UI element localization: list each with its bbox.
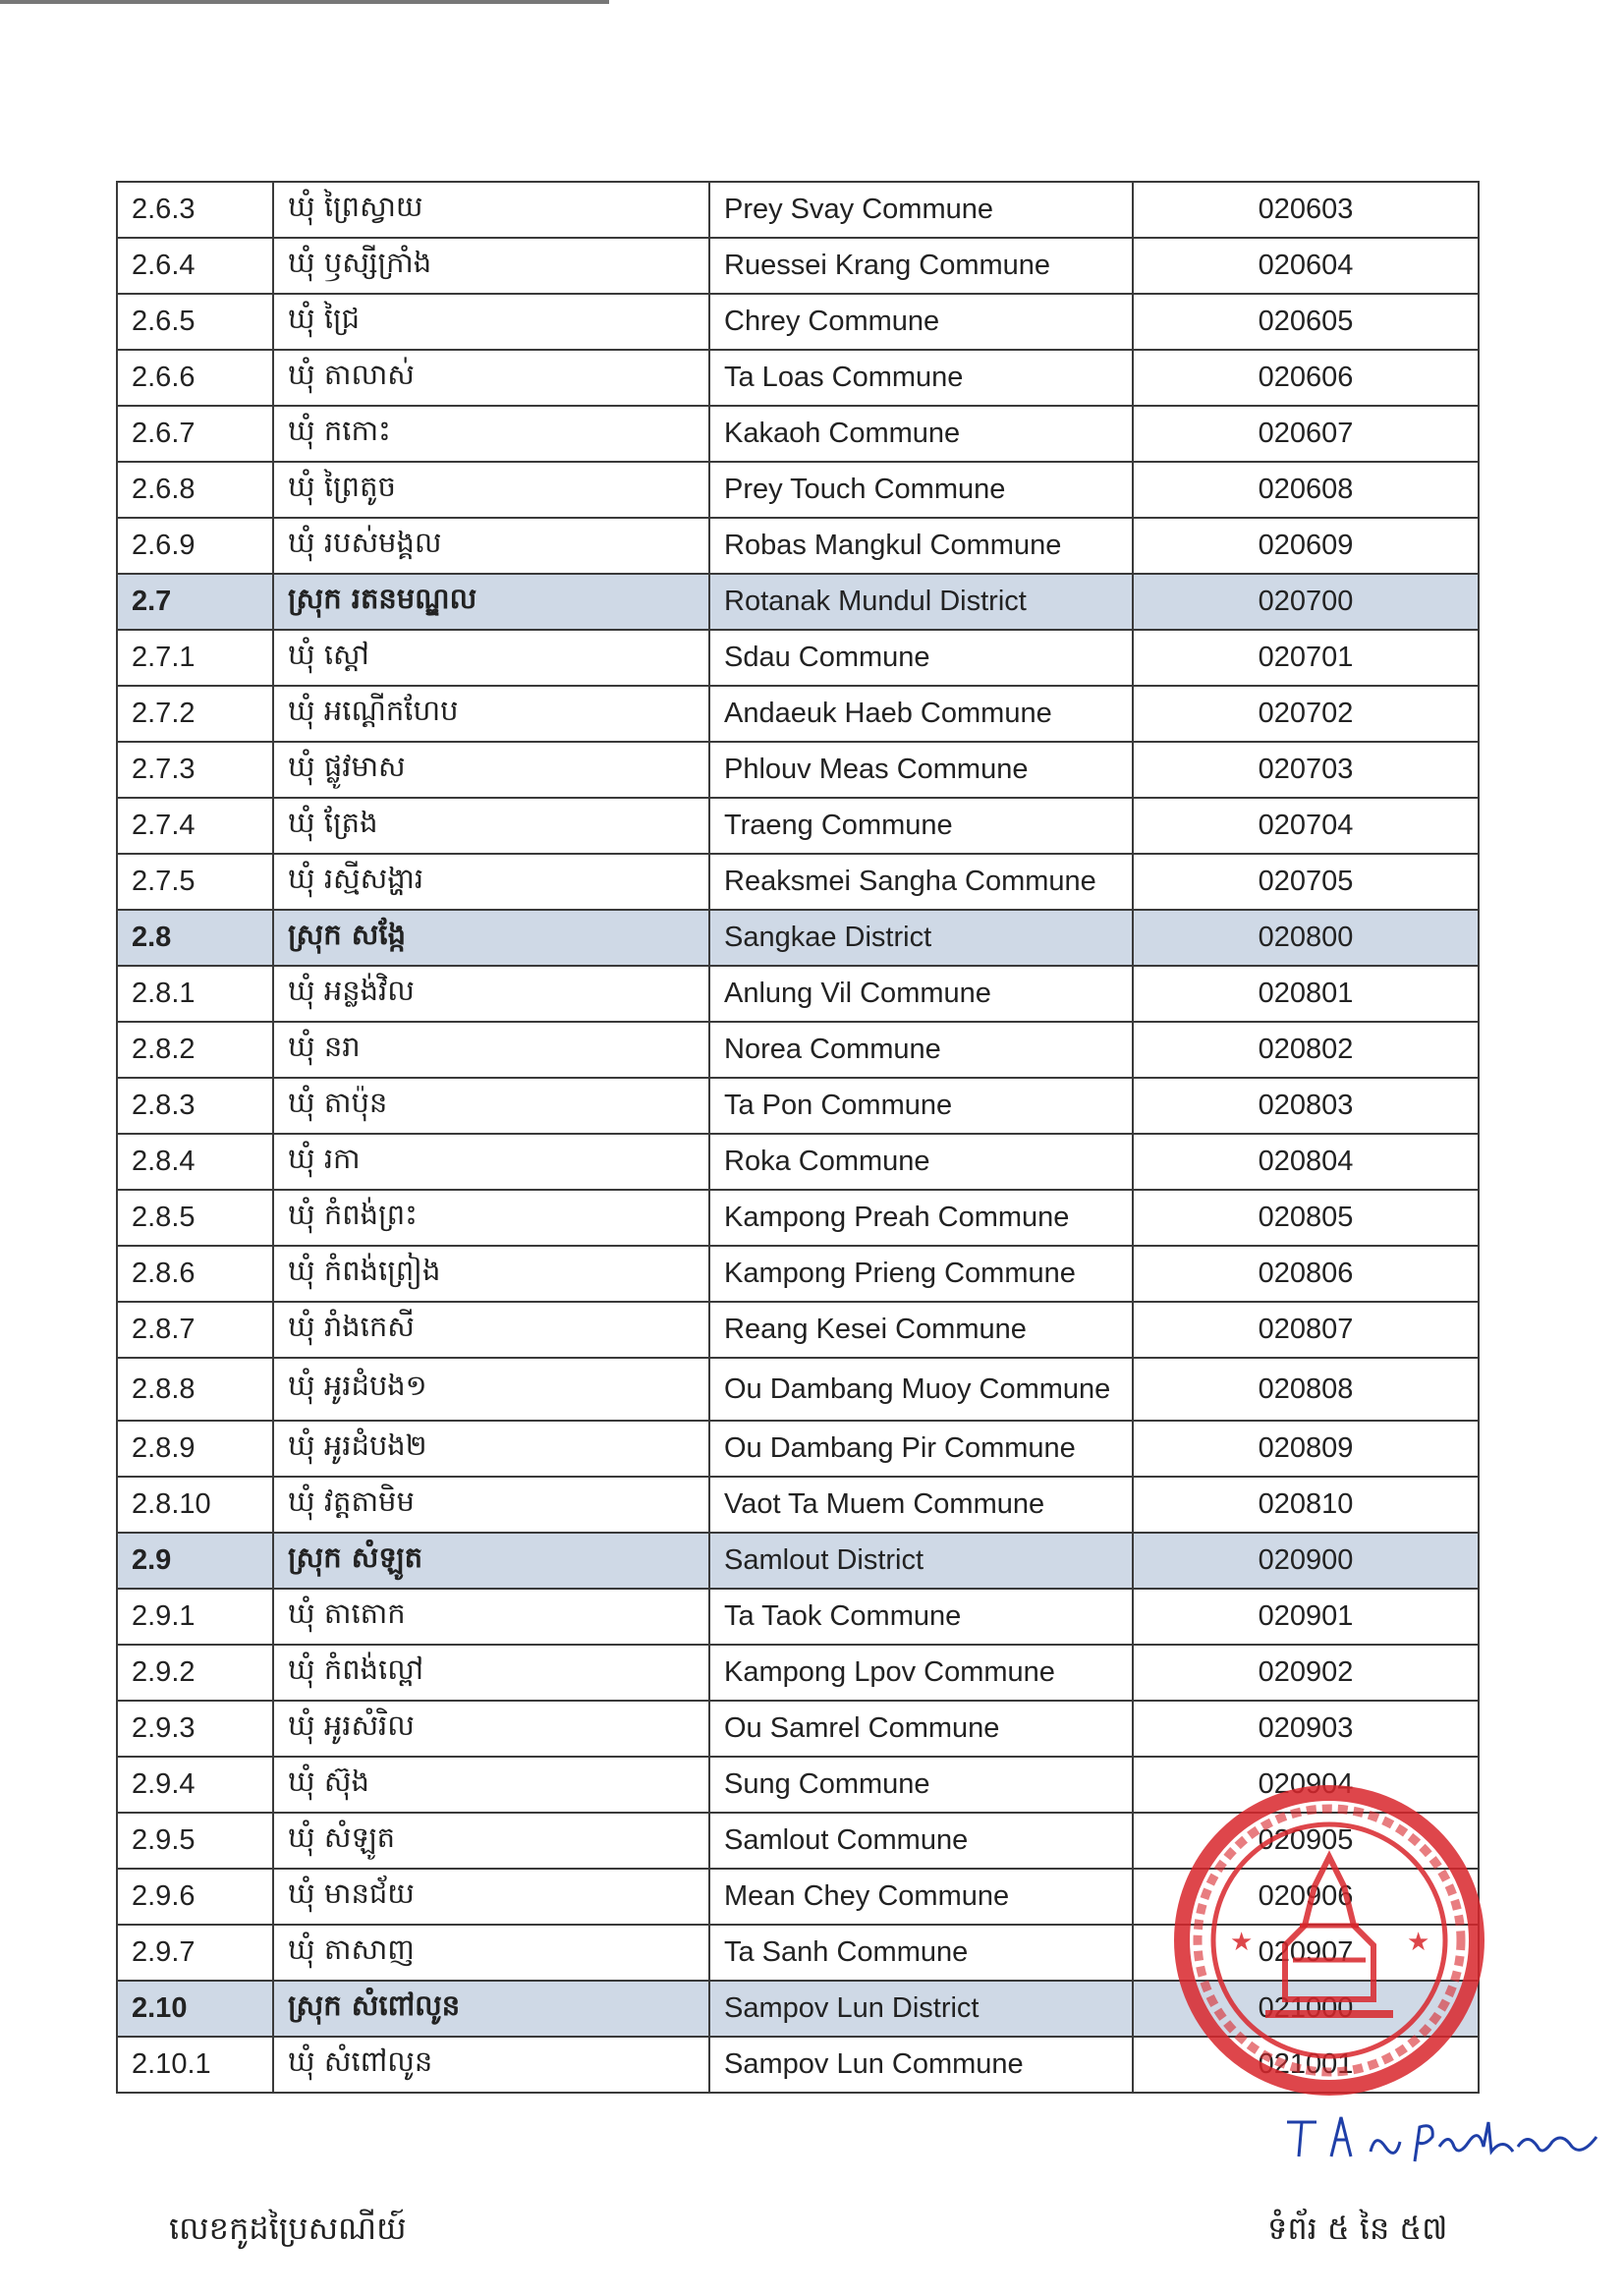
postal-code-cell: 020904 — [1133, 1757, 1479, 1813]
row-number-cell: 2.6.9 — [117, 518, 273, 574]
english-name-cell: Ou Dambang Muoy Commune — [709, 1358, 1133, 1421]
commune-row — [117, 1134, 1479, 1190]
handwritten-signature — [1277, 2102, 1601, 2171]
english-name-cell: Prey Touch Commune — [709, 462, 1133, 518]
row-number-cell: 2.6.7 — [117, 406, 273, 462]
row-number-cell: 2.9.4 — [117, 1757, 273, 1813]
footer-document-title: លេខកូដប្រៃសណីយ៍ — [169, 2210, 407, 2247]
row-number-cell: 2.6.5 — [117, 294, 273, 350]
row-number-cell: 2.9.5 — [117, 1813, 273, 1869]
commune-row — [117, 1645, 1479, 1701]
english-name-cell: Ou Samrel Commune — [709, 1701, 1133, 1757]
khmer-name-cell: ឃុំ តាប៉ុន — [273, 1078, 709, 1134]
postal-code-cell: 020705 — [1133, 854, 1479, 910]
row-number-cell: 2.7 — [117, 574, 273, 630]
khmer-name-cell: ឃុំ វត្តតាមិម — [273, 1477, 709, 1533]
row-number-cell: 2.9.6 — [117, 1869, 273, 1925]
postal-code-cell: 020902 — [1133, 1645, 1479, 1701]
khmer-name-cell: ឃុំ ឫស្សីក្រាំង — [273, 238, 709, 294]
row-number-cell: 2.7.2 — [117, 686, 273, 742]
english-name-cell: Ta Sanh Commune — [709, 1925, 1133, 1981]
commune-row — [117, 1421, 1479, 1477]
commune-row — [117, 686, 1479, 742]
khmer-name-cell: ស្រុក សំឡូត — [273, 1533, 709, 1589]
khmer-name-cell: ឃុំ ស៊ុង — [273, 1757, 709, 1813]
postal-code-cell: 020810 — [1133, 1477, 1479, 1533]
english-name-cell: Samlout Commune — [709, 1813, 1133, 1869]
english-name-cell: Mean Chey Commune — [709, 1869, 1133, 1925]
commune-row — [117, 1358, 1479, 1421]
english-name-cell: Chrey Commune — [709, 294, 1133, 350]
official-seal-stamp — [1167, 1778, 1491, 2102]
english-name-cell: Sangkae District — [709, 910, 1133, 966]
english-name-cell: Vaot Ta Muem Commune — [709, 1477, 1133, 1533]
english-name-cell: Sung Commune — [709, 1757, 1133, 1813]
commune-row — [117, 1477, 1479, 1533]
row-number-cell: 2.8.7 — [117, 1302, 273, 1358]
khmer-name-cell: ឃុំ អូរដំបង២ — [273, 1421, 709, 1477]
postal-code-cell: 020907 — [1133, 1925, 1479, 1981]
khmer-name-cell: ឃុំ ព្រៃតូច — [273, 462, 709, 518]
row-number-cell: 2.9.3 — [117, 1701, 273, 1757]
english-name-cell: Traeng Commune — [709, 798, 1133, 854]
commune-row — [117, 742, 1479, 798]
commune-row — [117, 350, 1479, 406]
khmer-name-cell: ឃុំ តាលាស់ — [273, 350, 709, 406]
commune-row — [117, 518, 1479, 574]
postal-code-cell: 020808 — [1133, 1358, 1479, 1421]
commune-row — [117, 1022, 1479, 1078]
row-number-cell: 2.10.1 — [117, 2037, 273, 2093]
district-row — [117, 1533, 1479, 1589]
postal-code-cell: 020605 — [1133, 294, 1479, 350]
khmer-name-cell: ឃុំ សំពៅលូន — [273, 2037, 709, 2093]
postal-code-cell: 020802 — [1133, 1022, 1479, 1078]
row-number-cell: 2.9 — [117, 1533, 273, 1589]
row-number-cell: 2.8.4 — [117, 1134, 273, 1190]
row-number-cell: 2.10 — [117, 1981, 273, 2037]
commune-row — [117, 966, 1479, 1022]
commune-row — [117, 1302, 1479, 1358]
english-name-cell: Sdau Commune — [709, 630, 1133, 686]
row-number-cell: 2.8.5 — [117, 1190, 273, 1246]
postal-code-cell: 020800 — [1133, 910, 1479, 966]
postal-code-cell: 020805 — [1133, 1190, 1479, 1246]
row-number-cell: 2.8.6 — [117, 1246, 273, 1302]
english-name-cell: Ta Taok Commune — [709, 1589, 1133, 1645]
commune-row — [117, 630, 1479, 686]
english-name-cell: Sampov Lun District — [709, 1981, 1133, 2037]
khmer-name-cell: ឃុំ តាតោក — [273, 1589, 709, 1645]
english-name-cell: Reaksmei Sangha Commune — [709, 854, 1133, 910]
commune-row — [117, 1589, 1479, 1645]
khmer-name-cell: ឃុំ នរា — [273, 1022, 709, 1078]
english-name-cell: Ta Pon Commune — [709, 1078, 1133, 1134]
row-number-cell: 2.9.7 — [117, 1925, 273, 1981]
row-number-cell: 2.8.1 — [117, 966, 273, 1022]
row-number-cell: 2.6.4 — [117, 238, 273, 294]
english-name-cell: Norea Commune — [709, 1022, 1133, 1078]
khmer-name-cell: ឃុំ កំពង់ល្ពៅ — [273, 1645, 709, 1701]
khmer-name-cell: ឃុំ ព្រៃស្វាយ — [273, 182, 709, 238]
row-number-cell: 2.7.3 — [117, 742, 273, 798]
english-name-cell: Ruessei Krang Commune — [709, 238, 1133, 294]
english-name-cell: Phlouv Meas Commune — [709, 742, 1133, 798]
english-name-cell: Reang Kesei Commune — [709, 1302, 1133, 1358]
commune-row — [117, 182, 1479, 238]
postal-code-cell: 020608 — [1133, 462, 1479, 518]
commune-row — [117, 854, 1479, 910]
postal-code-cell: 020903 — [1133, 1701, 1479, 1757]
khmer-name-cell: ឃុំ របស់មង្គល — [273, 518, 709, 574]
english-name-cell: Kakaoh Commune — [709, 406, 1133, 462]
english-name-cell: Ou Dambang Pir Commune — [709, 1421, 1133, 1477]
khmer-name-cell: ឃុំ កំពង់ព្រៀង — [273, 1246, 709, 1302]
postal-code-cell: 020906 — [1133, 1869, 1479, 1925]
khmer-name-cell: ឃុំ ផ្លូវមាស — [273, 742, 709, 798]
commune-row — [117, 1246, 1479, 1302]
footer-page-number: ទំព័រ ៥ នៃ ៥៧ — [1267, 2210, 1448, 2247]
postal-code-cell: 020604 — [1133, 238, 1479, 294]
khmer-name-cell: ឃុំ មានជ័យ — [273, 1869, 709, 1925]
khmer-name-cell: ឃុំ អូរសំរិល — [273, 1701, 709, 1757]
english-name-cell: Anlung Vil Commune — [709, 966, 1133, 1022]
postal-code-cell: 020603 — [1133, 182, 1479, 238]
postal-code-cell: 020807 — [1133, 1302, 1479, 1358]
khmer-name-cell: ឃុំ អូរដំបង១ — [273, 1358, 709, 1421]
postal-code-cell: 020700 — [1133, 574, 1479, 630]
english-name-cell: Andaeuk Haeb Commune — [709, 686, 1133, 742]
khmer-name-cell: ឃុំ អន្លង់វិល — [273, 966, 709, 1022]
row-number-cell: 2.8.2 — [117, 1022, 273, 1078]
english-name-cell: Samlout District — [709, 1533, 1133, 1589]
khmer-name-cell: ស្រុក រតនមណ្ឌល — [273, 574, 709, 630]
english-name-cell: Sampov Lun Commune — [709, 2037, 1133, 2093]
english-name-cell: Rotanak Mundul District — [709, 574, 1133, 630]
postal-code-cell: 020804 — [1133, 1134, 1479, 1190]
khmer-name-cell: ឃុំ អណ្ដើកហែប — [273, 686, 709, 742]
khmer-name-cell: ឃុំ កកោះ — [273, 406, 709, 462]
khmer-name-cell: ឃុំ ស្ដៅ — [273, 630, 709, 686]
postal-code-cell: 020703 — [1133, 742, 1479, 798]
postal-code-cell: 020809 — [1133, 1421, 1479, 1477]
row-number-cell: 2.8.9 — [117, 1421, 273, 1477]
row-number-cell: 2.8 — [117, 910, 273, 966]
row-number-cell: 2.8.3 — [117, 1078, 273, 1134]
postal-code-cell: 020609 — [1133, 518, 1479, 574]
english-name-cell: Prey Svay Commune — [709, 182, 1133, 238]
postal-code-cell: 020801 — [1133, 966, 1479, 1022]
row-number-cell: 2.6.6 — [117, 350, 273, 406]
khmer-name-cell: ស្រុក សំពៅលូន — [273, 1981, 709, 2037]
khmer-name-cell: ឃុំ ជ្រៃ — [273, 294, 709, 350]
english-name-cell: Kampong Prieng Commune — [709, 1246, 1133, 1302]
commune-row — [117, 294, 1479, 350]
commune-row — [117, 1078, 1479, 1134]
commune-row — [117, 406, 1479, 462]
commune-row — [117, 238, 1479, 294]
postal-code-cell: 020607 — [1133, 406, 1479, 462]
top-edge-line — [0, 0, 609, 4]
english-name-cell: Kampong Preah Commune — [709, 1190, 1133, 1246]
row-number-cell: 2.6.8 — [117, 462, 273, 518]
khmer-name-cell: ឃុំ តាសាញ — [273, 1925, 709, 1981]
khmer-name-cell: ឃុំ រាំងកេសី — [273, 1302, 709, 1358]
svg-text:★: ★ — [1230, 1928, 1254, 1957]
english-name-cell: Kampong Lpov Commune — [709, 1645, 1133, 1701]
khmer-name-cell: ឃុំ កំពង់ព្រះ — [273, 1190, 709, 1246]
khmer-name-cell: ឃុំ សំឡូត — [273, 1813, 709, 1869]
english-name-cell: Robas Mangkul Commune — [709, 518, 1133, 574]
khmer-name-cell: ឃុំ រកា — [273, 1134, 709, 1190]
postal-code-cell: 020702 — [1133, 686, 1479, 742]
postal-code-cell: 020806 — [1133, 1246, 1479, 1302]
row-number-cell: 2.8.8 — [117, 1358, 273, 1421]
svg-text:★: ★ — [1407, 1928, 1430, 1957]
commune-row — [117, 1190, 1479, 1246]
english-name-cell: Ta Loas Commune — [709, 350, 1133, 406]
english-name-cell: Roka Commune — [709, 1134, 1133, 1190]
commune-row — [117, 1701, 1479, 1757]
row-number-cell: 2.7.4 — [117, 798, 273, 854]
row-number-cell: 2.6.3 — [117, 182, 273, 238]
khmer-name-cell: ស្រុក សង្កែ — [273, 910, 709, 966]
district-row — [117, 910, 1479, 966]
postal-code-cell: 020900 — [1133, 1533, 1479, 1589]
postal-code-cell: 020803 — [1133, 1078, 1479, 1134]
khmer-name-cell: ឃុំ ត្រែង — [273, 798, 709, 854]
row-number-cell: 2.7.5 — [117, 854, 273, 910]
commune-row — [117, 798, 1479, 854]
commune-row — [117, 462, 1479, 518]
postal-code-cell: 021001 — [1133, 2037, 1479, 2093]
postal-code-cell: 020901 — [1133, 1589, 1479, 1645]
postal-code-cell: 020606 — [1133, 350, 1479, 406]
row-number-cell: 2.7.1 — [117, 630, 273, 686]
postal-code-cell: 020701 — [1133, 630, 1479, 686]
district-row — [117, 574, 1479, 630]
row-number-cell: 2.9.1 — [117, 1589, 273, 1645]
postal-code-cell: 020704 — [1133, 798, 1479, 854]
row-number-cell: 2.8.10 — [117, 1477, 273, 1533]
row-number-cell: 2.9.2 — [117, 1645, 273, 1701]
postal-code-cell: 020905 — [1133, 1813, 1479, 1869]
khmer-name-cell: ឃុំ រស្មីសង្ហារ — [273, 854, 709, 910]
postal-code-cell: 021000 — [1133, 1981, 1479, 2037]
